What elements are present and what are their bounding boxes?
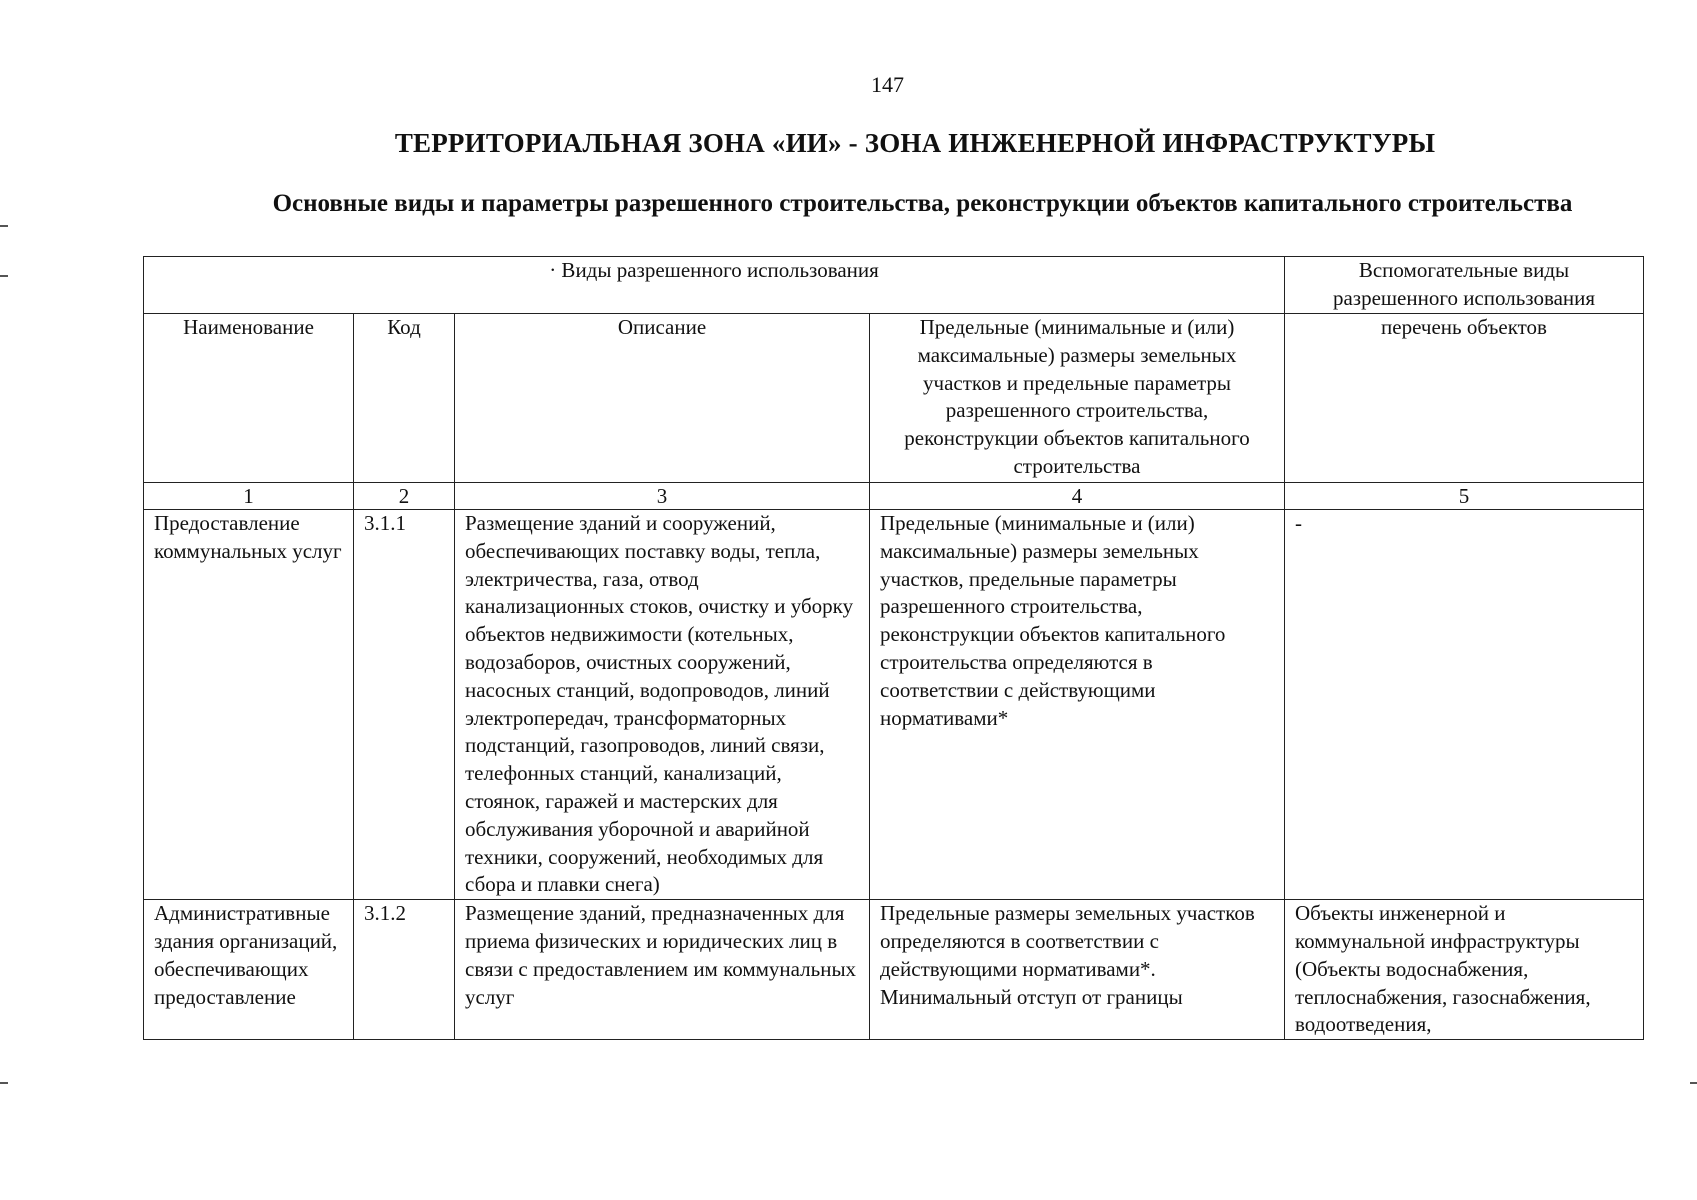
scan-mark (0, 225, 8, 227)
cell-auxiliary (1285, 900, 1644, 1040)
table-subtitle: Основные виды и параметры разрешенного строительства, реконструкции объектов капитального строительства (272, 190, 1573, 217)
col-number: 2 (354, 483, 455, 510)
col-number: 1 (144, 483, 354, 510)
column-number-row (144, 483, 1644, 510)
cell-description (455, 900, 870, 1040)
cell-parameters (870, 900, 1285, 1040)
cell-name-text: Административные здания организаций, обеспечивающих предоставление (154, 901, 338, 1009)
col-header-parameters: Предельные (минимальные и (или) максимальные) размеры земельных участков и предельные параметры разрешенного строительства, реконструкции объектов капитального строительства (870, 314, 1285, 483)
table-row (144, 900, 1644, 1040)
cell-description-text: Размещение зданий, предназначенных для приема физических и юридических лиц в связи с предоставлением им коммунальных услуг (465, 901, 857, 1009)
cell-auxiliary-text: Объекты инженерной и коммунальной инфраструктуры (Объекты водоснабжения, теплоснабжения, газоснабжения, водоотведения, (1295, 901, 1591, 1037)
col-number: 5 (1285, 483, 1644, 510)
scan-mark (0, 1082, 8, 1084)
group-header-row (144, 257, 1644, 314)
scan-mark (0, 275, 8, 277)
cell-parameters: Предельные (минимальные и (или) максимальные) размеры земельных участков, предельные параметры разрешенного строительства, реконструкции объектов капитального строительства определяются в соответствии с действующими нормативами* (870, 510, 1285, 900)
scan-mark (1690, 1082, 1697, 1084)
col-header-name: Наименование (144, 314, 354, 483)
cell-name: Предоставление коммунальных услуг (144, 510, 354, 900)
col-number: 4 (870, 483, 1285, 510)
cell-name (144, 900, 354, 1040)
col-header-description: Описание (455, 314, 870, 483)
table-row (144, 510, 1644, 900)
aux-header-cell: Вспомогательные виды разрешенного использования (1285, 257, 1644, 314)
cell-code-text: 3.1.2 (364, 901, 406, 926)
cell-code (354, 900, 455, 1040)
page-number: 147 (871, 72, 904, 97)
cell-description: Размещение зданий и сооружений, обеспечивающих поставку воды, тепла, электричества, газа, отвод канализационных стоков, очистку и уборку объектов недвижимости (котельных, водозаборов, очистных сооружений, насосных станций, водопроводов, линий электропередач, трансформаторных подстанций, газопроводов, линий связи, телефонных станций, канализаций, стоянок, гаражей и мастерских для обслуживания уборочной и аварийной техники, сооружений, необходимых для сбора и плавки снега) (455, 510, 870, 900)
cell-parameters-text: Предельные размеры земельных участков определяются в соответствии с действующими нормативами*. Минимальный отступ от границы (880, 901, 1255, 1009)
col-header-objects: перечень объектов (1285, 314, 1644, 483)
col-number: 3 (455, 483, 870, 510)
land-use-table (143, 256, 1644, 1040)
column-header-row (144, 314, 1644, 483)
cell-code: 3.1.1 (354, 510, 455, 900)
zone-title: ТЕРРИТОРИАЛЬНАЯ ЗОНА «ИИ» - ЗОНА ИНЖЕНЕРНОЙ ИНФРАСТРУКТУРЫ (394, 128, 1436, 158)
col-header-code: Код (354, 314, 455, 483)
cell-auxiliary: - (1285, 510, 1644, 900)
group-header-cell: · Виды разрешенного использования (144, 257, 1285, 314)
